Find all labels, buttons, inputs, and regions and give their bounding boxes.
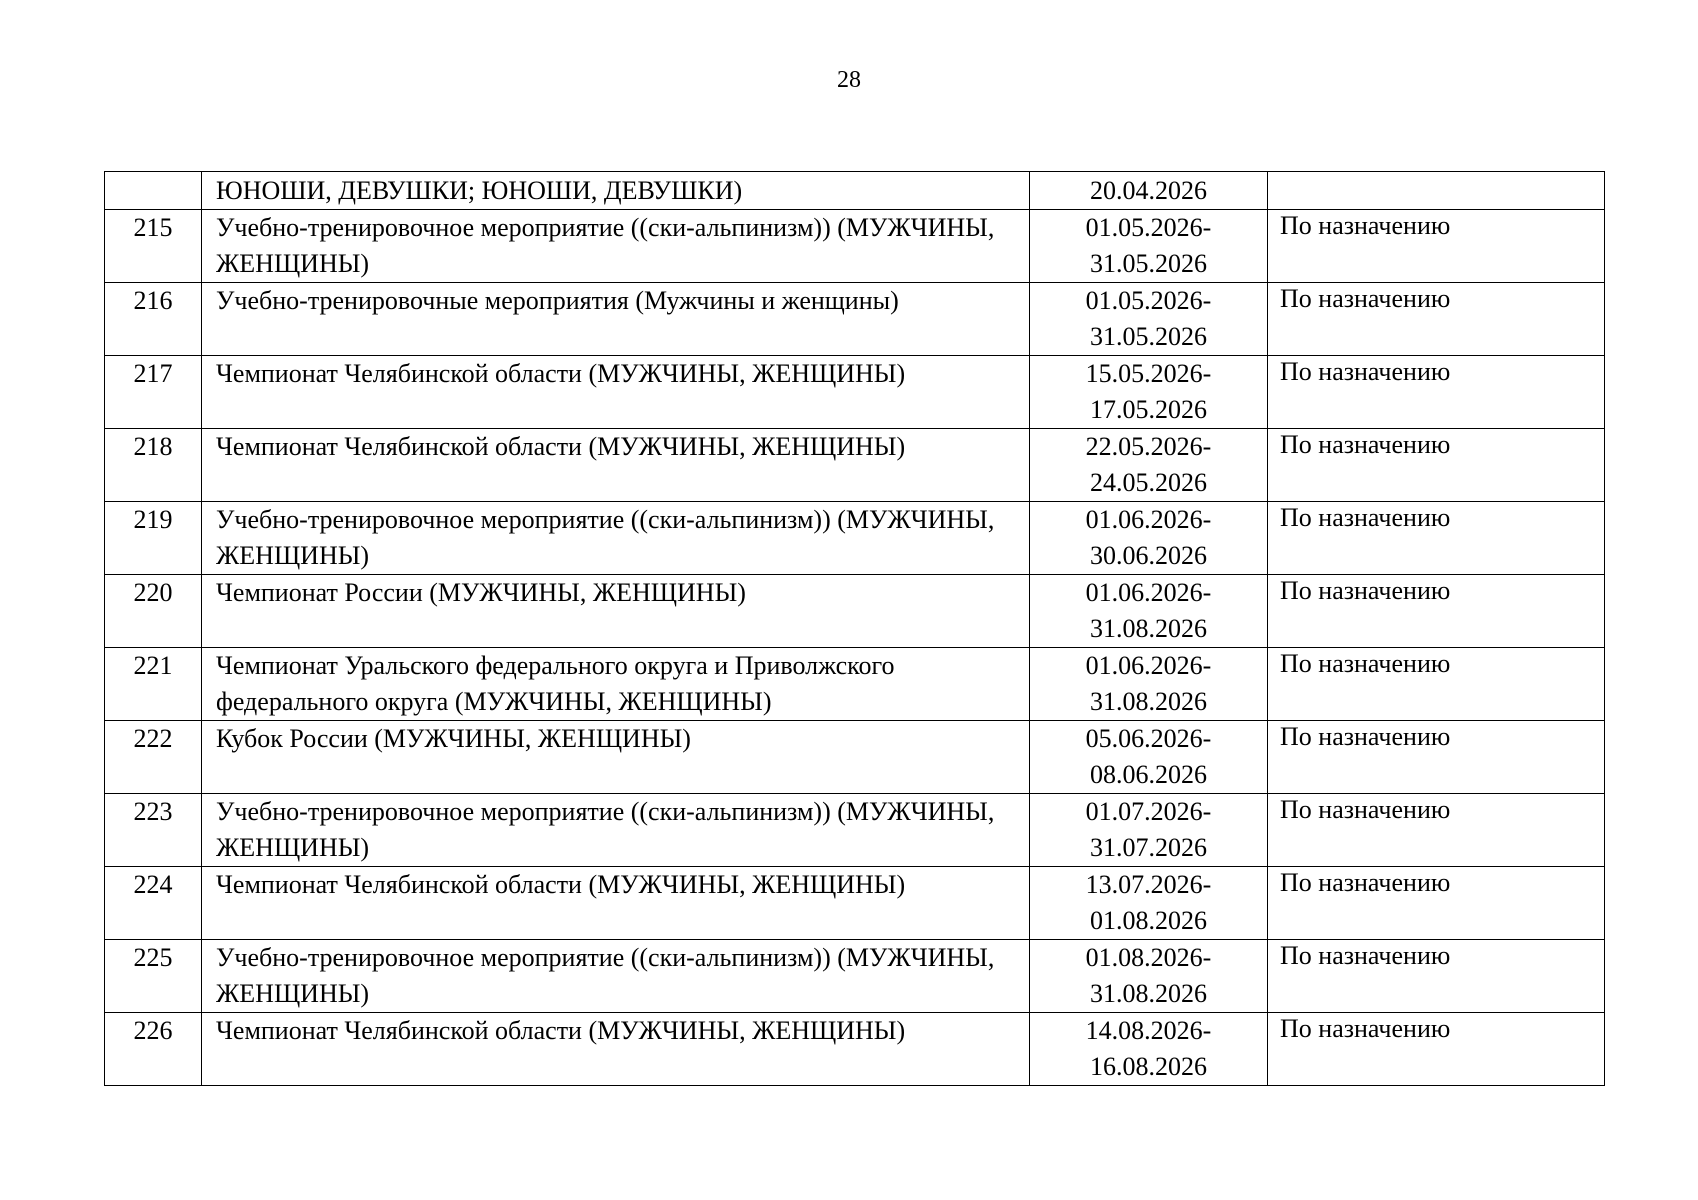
event-name-cell: Чемпионат Челябинской области (МУЖЧИНЫ, ЖЕНЩИНЫ): [202, 356, 1030, 429]
event-date-start: 01.06.2026-: [1085, 578, 1212, 607]
event-date-end: 16.08.2026: [1090, 1052, 1207, 1081]
table-row: [105, 721, 1605, 794]
event-date-start: 05.06.2026-: [1085, 724, 1212, 753]
event-place-cell: По назначению: [1268, 575, 1605, 648]
event-date-cell: [1030, 867, 1268, 940]
event-date-cell: [1030, 502, 1268, 575]
row-number-cell: 216: [105, 283, 202, 356]
row-number-cell: 223: [105, 794, 202, 867]
event-date-end: 17.05.2026: [1090, 395, 1207, 424]
event-date-end: 31.08.2026: [1090, 687, 1207, 716]
event-place-cell: По назначению: [1268, 721, 1605, 794]
event-date-end: 31.07.2026: [1090, 833, 1207, 862]
row-number-cell: 215: [105, 210, 202, 283]
table-row: [105, 648, 1605, 721]
event-date-start: 01.05.2026-: [1085, 213, 1212, 242]
table-row: [105, 940, 1605, 1013]
table-row: [105, 867, 1605, 940]
table-row: [105, 794, 1605, 867]
event-date-end: 31.08.2026: [1090, 614, 1207, 643]
event-name-cell: Чемпионат Челябинской области (МУЖЧИНЫ, ЖЕНЩИНЫ): [202, 867, 1030, 940]
event-date-cell: [1030, 283, 1268, 356]
event-date-end: 31.05.2026: [1090, 322, 1207, 351]
table-row-continuation: [105, 172, 1605, 210]
table-row: [105, 356, 1605, 429]
event-name-cell: Чемпионат Челябинской области (МУЖЧИНЫ, ЖЕНЩИНЫ): [202, 1013, 1030, 1086]
event-name-cell: Чемпионат Уральского федерального округа и Приволжского федерального округа (МУЖЧИНЫ, ЖЕНЩИНЫ): [202, 648, 1030, 721]
row-number-cell: 226: [105, 1013, 202, 1086]
event-place-cell: По назначению: [1268, 429, 1605, 502]
event-date-end: 31.05.2026: [1090, 249, 1207, 278]
row-number-cell: 219: [105, 502, 202, 575]
event-place-cell: По назначению: [1268, 1013, 1605, 1086]
event-place-cell: [1268, 172, 1605, 210]
event-date-end: 01.08.2026: [1090, 906, 1207, 935]
event-name-cell: Чемпионат России (МУЖЧИНЫ, ЖЕНЩИНЫ): [202, 575, 1030, 648]
row-number-cell: 225: [105, 940, 202, 1013]
row-number-cell: [105, 172, 202, 210]
page-number: 28: [837, 67, 861, 93]
event-date-start: 01.06.2026-: [1085, 651, 1212, 680]
event-name-cell: ЮНОШИ, ДЕВУШКИ; ЮНОШИ, ДЕВУШКИ): [202, 172, 1030, 210]
event-date-cell: 20.04.2026: [1030, 172, 1268, 210]
events-table-body: [105, 172, 1605, 1086]
row-number-cell: 224: [105, 867, 202, 940]
event-place-cell: По назначению: [1268, 940, 1605, 1013]
event-date-cell: [1030, 648, 1268, 721]
event-date-cell: [1030, 356, 1268, 429]
event-date-start: 01.05.2026-: [1085, 286, 1212, 315]
row-number-cell: 221: [105, 648, 202, 721]
event-name-cell: Учебно-тренировочное мероприятие ((ски-альпинизм)) (МУЖЧИНЫ, ЖЕНЩИНЫ): [202, 502, 1030, 575]
table-row: [105, 1013, 1605, 1086]
event-date-start: 01.06.2026-: [1085, 505, 1212, 534]
row-number-cell: 217: [105, 356, 202, 429]
event-date-start: 01.08.2026-: [1085, 943, 1212, 972]
event-name-cell: Учебно-тренировочное мероприятие ((ски-альпинизм)) (МУЖЧИНЫ, ЖЕНЩИНЫ): [202, 940, 1030, 1013]
event-date-start: 14.08.2026-: [1085, 1016, 1212, 1045]
event-date-end: 30.06.2026: [1090, 541, 1207, 570]
event-place-cell: По назначению: [1268, 794, 1605, 867]
events-table: [104, 171, 1605, 1086]
event-date-start: 22.05.2026-: [1085, 432, 1212, 461]
event-date-cell: [1030, 575, 1268, 648]
table-row: [105, 502, 1605, 575]
event-date-start: 01.07.2026-: [1085, 797, 1212, 826]
event-name-cell: Чемпионат Челябинской области (МУЖЧИНЫ, ЖЕНЩИНЫ): [202, 429, 1030, 502]
event-place-cell: По назначению: [1268, 867, 1605, 940]
event-place-cell: По назначению: [1268, 210, 1605, 283]
event-name-cell: Учебно-тренировочные мероприятия (Мужчины и женщины): [202, 283, 1030, 356]
event-date-end: 08.06.2026: [1090, 760, 1207, 789]
event-name-cell: Учебно-тренировочное мероприятие ((ски-альпинизм)) (МУЖЧИНЫ, ЖЕНЩИНЫ): [202, 794, 1030, 867]
table-row: [105, 429, 1605, 502]
event-date-cell: [1030, 940, 1268, 1013]
table-row: [105, 283, 1605, 356]
event-place-cell: По назначению: [1268, 283, 1605, 356]
row-number-cell: 222: [105, 721, 202, 794]
event-date-end: 31.08.2026: [1090, 979, 1207, 1008]
event-place-cell: По назначению: [1268, 648, 1605, 721]
row-number-cell: 220: [105, 575, 202, 648]
event-place-cell: По назначению: [1268, 356, 1605, 429]
event-date-cell: [1030, 794, 1268, 867]
event-date-cell: [1030, 429, 1268, 502]
event-date-cell: [1030, 1013, 1268, 1086]
event-date-start: 15.05.2026-: [1085, 359, 1212, 388]
event-date-end: 24.05.2026: [1090, 468, 1207, 497]
event-name-cell: Кубок России (МУЖЧИНЫ, ЖЕНЩИНЫ): [202, 721, 1030, 794]
table-row: [105, 210, 1605, 283]
event-date-cell: [1030, 721, 1268, 794]
event-place-cell: По назначению: [1268, 502, 1605, 575]
event-date-cell: [1030, 210, 1268, 283]
event-date-start: 13.07.2026-: [1085, 870, 1212, 899]
table-row: [105, 575, 1605, 648]
row-number-cell: 218: [105, 429, 202, 502]
event-name-cell: Учебно-тренировочное мероприятие ((ски-альпинизм)) (МУЖЧИНЫ, ЖЕНЩИНЫ): [202, 210, 1030, 283]
